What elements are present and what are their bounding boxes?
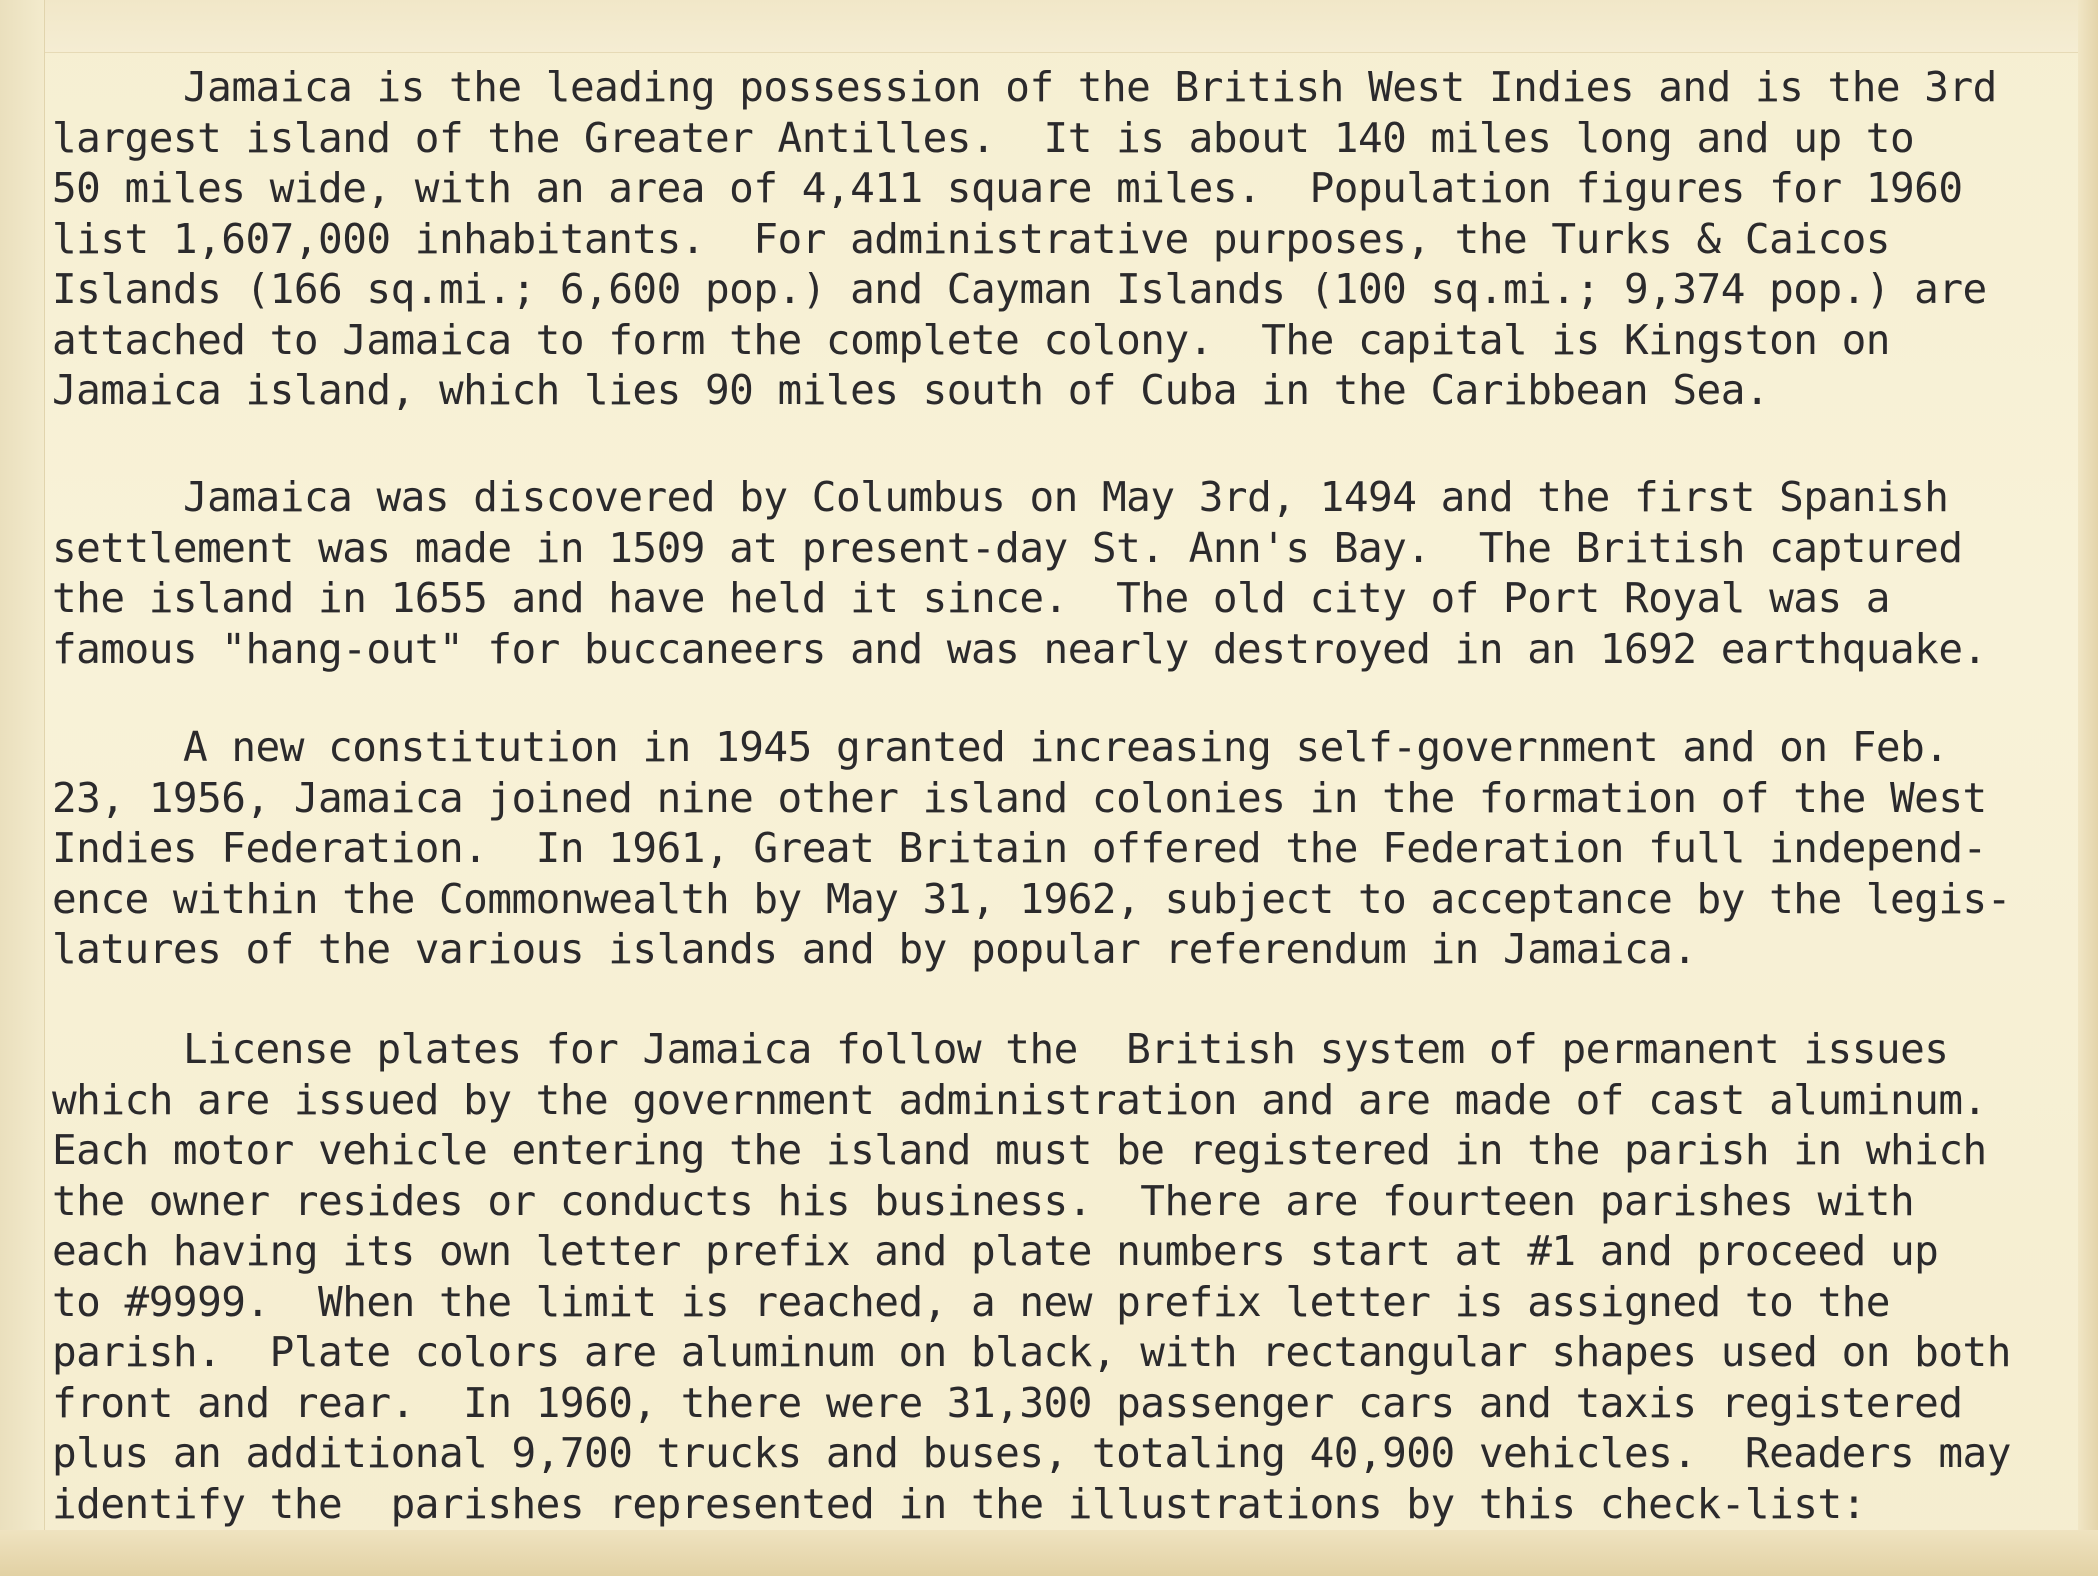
text-line: Jamaica island, which lies 90 miles south of Cuba in the Caribbean Sea. <box>52 366 1770 414</box>
text-line: settlement was made in 1509 at present-day St. Ann's Bay. The British captured <box>52 523 1963 572</box>
text-line: the owner resides or conducts his business. There are fourteen parishes with <box>52 1176 1915 1225</box>
text-line: plus an additional 9,700 trucks and buses, totaling 40,900 vehicles. Readers may <box>52 1429 2011 1477</box>
text-line: Jamaica is the leading possession of the British West Indies and is the 3rd <box>183 63 1997 111</box>
text-line: the island in 1655 and have held it since. The old city of Port Royal was a <box>52 574 1890 622</box>
text-line: front and rear. In 1960, there were 31,300 passenger cars and taxis registered <box>52 1378 1963 1427</box>
text-line: Jamaica was discovered by Columbus on May 3rd, 1494 and the first Spanish <box>183 473 1949 521</box>
text-line: identify the parishes represented in the illustrations by this check-list: <box>52 1479 1866 1528</box>
page-bottom-margin <box>0 1530 2098 1576</box>
text-line: 23, 1956, Jamaica joined nine other island colonies in the formation of the West <box>52 773 1987 822</box>
text-line: A new constitution in 1945 granted increasing self-government and on Feb. <box>183 723 1949 771</box>
text-line: Indies Federation. In 1961, Great Britain offered the Federation full independ- <box>52 824 1987 872</box>
text-line: to #9999. When the limit is reached, a new prefix letter is assigned to the <box>52 1277 1890 1326</box>
page-top-margin <box>0 0 2098 53</box>
text-line: ence within the Commonwealth by May 31, 1962, subject to acceptance by the legis- <box>52 874 2011 923</box>
text-line: parish. Plate colors are aluminum on black, with rectangular shapes used on both <box>52 1328 2011 1376</box>
text-line: Each motor vehicle entering the island must be registered in the parish in which <box>52 1126 1987 1174</box>
typewritten-sheet <box>44 52 2078 1530</box>
text-line: famous "hang-out" for buccaneers and was nearly destroyed in an 1692 earthquake. <box>52 624 1987 673</box>
text-line: Islands (166 sq.mi.; 6,600 pop.) and Cayman Islands (100 sq.mi.; 9,374 pop.) are <box>52 265 1987 313</box>
text-line: License plates for Jamaica follow the British system of permanent issues <box>183 1025 1949 1073</box>
page-right-margin <box>2078 0 2098 1576</box>
paragraph-1 <box>52 62 2062 416</box>
text-line: largest island of the Greater Antilles. It is about 140 miles long and up to <box>52 113 1915 162</box>
page-left-margin <box>0 0 45 1576</box>
text-line: latures of the various islands and by popular referendum in Jamaica. <box>52 925 1697 973</box>
text-line: list 1,607,000 inhabitants. For administrative purposes, the Turks & Caicos <box>52 214 1890 263</box>
paragraph-4 <box>52 1024 2062 1529</box>
text-line: which are issued by the government administration and are made of cast aluminum. <box>52 1075 1987 1124</box>
paragraph-3 <box>52 722 2062 975</box>
text-line: 50 miles wide, with an area of 4,411 square miles. Population figures for 1960 <box>52 164 1963 212</box>
text-line: each having its own letter prefix and plate numbers start at #1 and proceed up <box>52 1227 1939 1275</box>
paragraph-2 <box>52 472 2062 674</box>
text-line: attached to Jamaica to form the complete colony. The capital is Kingston on <box>52 315 1890 364</box>
